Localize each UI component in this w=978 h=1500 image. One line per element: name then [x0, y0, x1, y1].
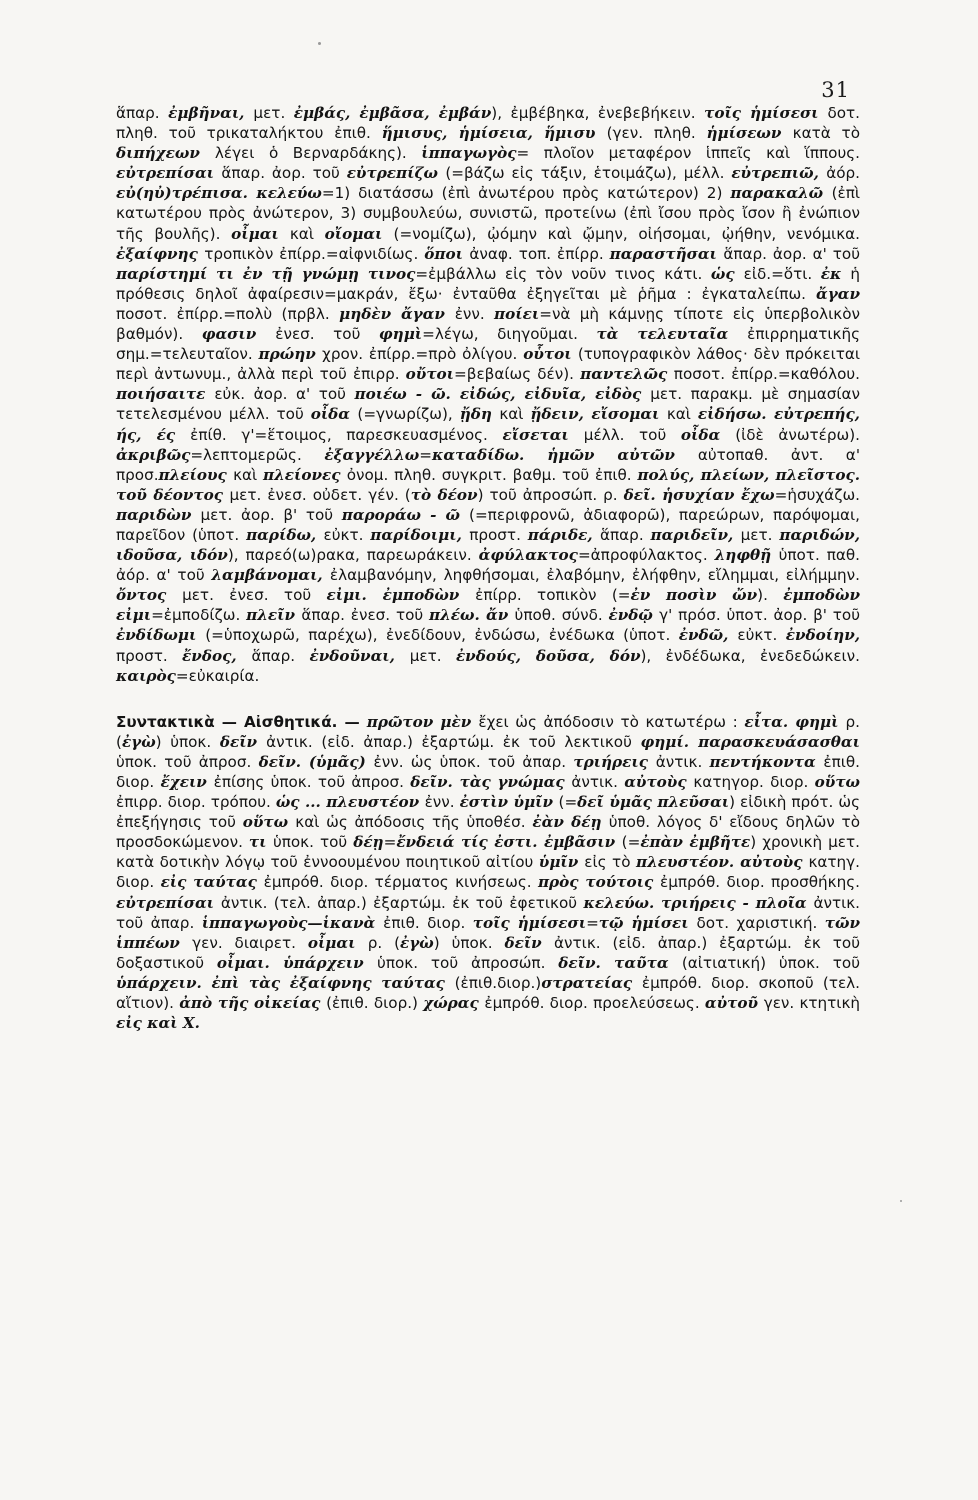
emphasized-term: παριδεῖν,	[650, 525, 741, 544]
plain-text-run: δοτ. πληθ. τοῦ τρικαταλήκτου ἐπιθ.	[116, 104, 860, 143]
plain-text-run: ἐμπρόθ. διορ. σκοποῦ (τελ. αἴτιον).	[116, 973, 860, 1013]
plain-text-run: ) χρονικὴ μετ. κατὰ δοτικὴν λόγῳ τοῦ ἐννοουμένου ποιητικοῦ αἰτίου	[116, 833, 860, 872]
plain-text-run: (=ὑποχωρῶ, παρέχω), ἐνεδίδουν, ἐνδώσω, ἐνέδωκα (ὑποτ.	[205, 626, 679, 645]
plain-text-run: ), παρεό(ω)ρακα, παρεωράκειν.	[227, 546, 479, 565]
emphasized-term: καταδίδω. ἡμῶν αὐτῶν	[432, 445, 698, 464]
plain-text-run: (γεν. πληθ.	[606, 124, 707, 143]
emphasized-term: ἀκριβῶς	[116, 445, 191, 464]
emphasized-term: ὅποι	[424, 244, 470, 263]
plain-text-run: προστ.	[469, 525, 528, 544]
emphasized-term: ἔνδος,	[182, 646, 252, 665]
plain-text-run: ἀόρ.	[826, 164, 860, 183]
emphasized-term: οἶμαι. ὑπάρχειν	[216, 953, 378, 972]
plain-text-run: ὑποκ. τοῦ ἀπροσ.	[116, 752, 259, 771]
emphasized-term: πολύς, πλείων, πλεῖστος. τοῦ δέοντος	[116, 465, 860, 504]
plain-text-run: καὶ	[666, 405, 698, 424]
emphasized-term: αὐτοῦ	[704, 994, 764, 1013]
plain-text-run: =	[586, 913, 599, 932]
emphasized-term: παροράω - ῶ	[341, 505, 470, 524]
plain-text-run: ὀνομ. πληθ. συγκριτ. βαθμ. τοῦ ἐπιθ.	[346, 465, 638, 484]
emphasized-term: τῶν ἱππέων	[116, 913, 860, 952]
emphasized-term: οὕτω	[242, 813, 296, 832]
plain-text-run: ), ἐμβέβηκα, ἐνεβεβήκειν.	[491, 104, 705, 122]
plain-text-run: μετ. ἐνεσ. τοῦ	[182, 586, 327, 605]
plain-text-run: ὑποτ. παθ. ἀόρ. α' τοῦ	[116, 546, 860, 585]
emphasized-term: X.	[182, 1014, 200, 1033]
emphasized-term: πλείους	[158, 465, 234, 484]
plain-text-run: (=γνωρίζω),	[357, 405, 460, 424]
emphasized-term: ἡμίσεων	[706, 124, 793, 143]
emphasized-term: ποιέω - ῶ. εἰδώς, εἰδυῖα, εἰδὸς	[354, 385, 651, 404]
emphasized-term: οὕτω	[814, 773, 861, 791]
plain-text-run: ἐνεσ. τοῦ	[275, 325, 379, 344]
plain-text-run: =λεπτομερῶς.	[190, 445, 325, 464]
plain-text-run: ἐνν.	[454, 304, 495, 323]
plain-text-run: ) εἰδικὴ πρότ. ὡς ἐπεξήγησις τοῦ	[116, 793, 860, 832]
plain-text-run: (=περιφρονῶ, ἀδιαφορῶ), παρεώρων, παρόψομαι, παρεῖδον (ὑποτ.	[116, 505, 860, 544]
plain-text-run: ὑποκ. τοῦ ἀπροσώπ.	[377, 953, 559, 972]
emphasized-term: αὐτοὺς	[624, 773, 694, 791]
emphasized-term: εὐτρεπίσαι	[116, 164, 222, 183]
plain-text-run: ἐπίθ. γ'=ἕτοιμος, παρεσκευασμένος.	[190, 425, 503, 444]
emphasized-term: πάριδε,	[527, 525, 601, 544]
plain-text-run: (=	[621, 833, 641, 852]
plain-text-run: ἅπαρ.	[600, 525, 651, 544]
emphasized-term: παντελῶς	[580, 365, 674, 384]
emphasized-term: ποιήσαιτε	[116, 385, 215, 404]
plain-text-run: ὑποθ. σύνδ.	[514, 606, 609, 625]
emphasized-term: πεντήκοντα	[709, 752, 824, 771]
emphasized-term: πλείονες	[262, 465, 347, 484]
emphasized-term: ὡς ... πλευστέον	[275, 793, 425, 812]
plain-text-run: ) τοῦ ἀπροσώπ. ρ.	[477, 485, 624, 504]
emphasized-term: παρίδοιμι,	[370, 525, 470, 544]
plain-text-run: ρ. (	[116, 712, 861, 751]
page-number: 31	[821, 78, 850, 102]
emphasized-term: εἰδήσω. εὐτρεπής, ής, ές	[116, 405, 860, 444]
emphasized-term: δεῖν. τὰς γνώμας	[410, 773, 572, 791]
plain-text-run: ).	[757, 586, 784, 605]
emphasized-term: παρίστημί τι ἐν τῇ γνώμῃ τινος	[116, 264, 416, 283]
emphasized-term: παριδὼν	[116, 505, 201, 524]
emphasized-term: παραστῆσαι	[609, 244, 724, 263]
plain-text-run: εὐκτ.	[737, 626, 786, 645]
emphasized-term: εἶτα. φημὶ	[744, 712, 846, 731]
emphasized-term: εὐ(ηὐ)τρέπισα. κελεύω	[116, 184, 322, 203]
emphasized-term: ἀφύλακτος	[478, 546, 578, 565]
emphasized-term: ὑμῖν	[538, 853, 585, 872]
plain-text-run: ἅπαρ.	[116, 104, 169, 122]
plain-text-run: κατὰ τὸ	[792, 124, 860, 143]
emphasized-term: ἐνδίδωμι	[116, 626, 206, 645]
plain-text-run: ἀντικ. (εἰδ. ἀπαρ.) ἐξαρτώμ. ἐκ τοῦ δοξαστικοῦ	[116, 933, 860, 972]
emphasized-term: εὐτρεπίσαι	[116, 893, 221, 912]
plain-text-run: προστ.	[116, 646, 183, 665]
plain-text-run: ) ὑποκ.	[155, 732, 220, 751]
paper-speck	[900, 1200, 902, 1202]
emphasized-term: χώρας	[423, 994, 485, 1013]
emphasized-term: δεῖν	[504, 933, 555, 952]
emphasized-term: μηδὲν ἄγαν	[339, 304, 455, 323]
emphasized-term: φημὶ	[378, 325, 423, 344]
emphasized-term: ἐπὰν ἐμβῆτε	[640, 833, 751, 852]
emphasized-term: τριήρεις	[573, 752, 656, 771]
plain-text-run: (αἰτιατική) ὑποκ. τοῦ	[681, 953, 860, 972]
plain-text-run: ἐπίρρ. τοπικὸν (=	[475, 586, 631, 605]
emphasized-term: ἥμισυς, ἡμίσεια, ἥμισυ	[381, 124, 607, 143]
emphasized-term: τὸ δέον	[410, 485, 478, 504]
emphasized-term: οἶμαι	[307, 933, 368, 952]
plain-text-run: εὐκτ.	[323, 525, 371, 544]
plain-text-run: =ἡσυχάζω.	[774, 485, 860, 504]
plain-text-run: ) ὑποκ.	[433, 933, 505, 952]
emphasized-term: πλεῖν	[246, 606, 302, 625]
plain-text-run: (ἐπιθ.διορ.)	[454, 973, 542, 992]
emphasized-term: ἐξαίφνης	[116, 244, 205, 263]
plain-text-run: ἐνν.	[424, 793, 460, 812]
emphasized-term: ἱππαγωγὸς	[421, 144, 517, 163]
emphasized-term: πλέω. ἄν	[429, 606, 515, 625]
emphasized-term: πρώην	[258, 345, 323, 364]
vocabulary-paragraph	[116, 103, 860, 686]
emphasized-term: ἐνδῶ,	[678, 626, 738, 645]
plain-text-run: ἐπιρρ. διορ. τρόπου.	[116, 793, 276, 812]
plain-text-run: (τυπογραφικὸν λάθος· δὲν πρόκειται περὶ ἀντωνυμ., ἀλλὰ περὶ τοῦ ἐπιρρ.	[116, 345, 861, 384]
plain-text-run: ἅπαρ. ἐνεσ. τοῦ	[301, 606, 429, 625]
emphasized-term: παριδών, ιδοῦσα, ιδόν	[116, 525, 860, 565]
plain-text-run: =ἐμβάλλω εἰς τὸν νοῦν τινος κάτι.	[415, 264, 711, 283]
emphasized-term: ὑπάρχειν. ἐπὶ τὰς ἐξαίφνης ταύτας	[116, 973, 455, 992]
plain-text-run: αὐτοπαθ. ἀντ. α' προσ.	[116, 445, 860, 484]
emphasized-term: παρακαλῶ	[730, 184, 832, 203]
plain-text-run: =λέγω, διηγοῦμαι.	[422, 325, 597, 344]
emphasized-term: ἔχειν	[160, 773, 214, 791]
plain-text-run: ὑποκ. τοῦ	[272, 833, 354, 852]
emphasized-term: εὐτρεπίζω	[346, 164, 446, 183]
plain-text-run: (=	[558, 793, 578, 812]
emphasized-term: οἶδα	[310, 405, 358, 424]
paper-speck	[318, 42, 321, 45]
emphasized-term: φασιν	[201, 325, 276, 344]
plain-text-run: (=νομίζω), ᾠόμην καὶ ᾤμην, οἰήσομαι, ᾠήθην, νενόμικα.	[393, 224, 860, 243]
page-text-body	[116, 103, 860, 1033]
emphasized-term: παρίδω,	[246, 525, 324, 544]
emphasized-term: τοῖς ἡμίσεσι	[704, 104, 828, 122]
plain-text-run: ἐμπρόθ. διορ. προελεύσεως.	[484, 994, 705, 1013]
plain-text-run: καὶ	[499, 405, 531, 424]
plain-text-run: ἅπαρ. ἀορ. τοῦ	[221, 164, 347, 183]
emphasized-term: ἐνδοῦναι,	[309, 646, 410, 665]
section-heading: Συντακτικὰ — Αἰσθητικά. —	[116, 712, 367, 731]
plain-text-run: ἔχει ὡς ἀπόδοσιν τὸ κατωτέρω :	[478, 712, 745, 731]
plain-text-run: μετ.	[253, 104, 294, 122]
emphasized-term: τῷ ἡμίσει	[598, 913, 697, 932]
plain-text-run: ἐμπρόθ. διορ. προσθήκης.	[660, 873, 860, 892]
plain-text-run: = πλοῖον μεταφέρον ἱππεῖς καὶ ἵππους.	[516, 144, 860, 163]
emphasized-term: οἶδα	[680, 425, 736, 444]
plain-text-run: =1) διατάσσω (ἐπὶ ἀνωτέρου πρὸς κατώτερον) 2)	[321, 184, 731, 203]
emphasized-term: αὶ	[158, 1014, 183, 1033]
plain-text-run: ἡ πρόθεσις δηλοῖ ἀφαίρεσιν=μακράν, ἔξω· ἐνταῦθα ἐξηγεῖται μὲ ῥῆμα : ἐγκαταλείπω.	[116, 264, 861, 303]
plain-text-run: (=βάζω εἰς τάξιν, ἑτοιμάζω), μέλλ.	[445, 164, 732, 183]
emphasized-term: ἐμβῆναι,	[168, 104, 254, 122]
emphasized-term: ἐν ποσὶν ὤν	[630, 586, 758, 605]
emphasized-term: εἰς ταύτας	[160, 873, 264, 892]
emphasized-term: πρῶτον μὲν	[366, 712, 479, 731]
plain-text-run: =βεβαίως δέν).	[454, 365, 581, 384]
emphasized-term: εἴσεται	[502, 425, 584, 444]
emphasized-term: ὡς	[710, 264, 744, 283]
plain-text-run: εἰδ.=ὅτι.	[743, 264, 821, 283]
plain-text-run: (ἐπὶ κατωτέρου πρὸς ἀνώτερον, 3) συμβουλεύω, συνιστῶ, προτείνω (ἐπὶ ἴσου πρὸς ἴσον ἢ ἐνώπιον τῆς βουλῆς).	[116, 184, 860, 243]
plain-text-run: ἀντικ. (εἰδ. ἀπαρ.) ἐξαρτώμ. ἐκ τοῦ λεκτικοῦ	[266, 732, 641, 751]
emphasized-term: ἄγαν	[816, 284, 860, 303]
emphasized-term: ἐμποδὼν εἰμι	[116, 586, 860, 625]
plain-text-run: μέλλ. τοῦ	[583, 425, 681, 444]
emphasized-term: δεῖν. (ὑμᾶς)	[258, 752, 374, 771]
emphasized-term: δέῃ	[353, 833, 384, 852]
plain-text-run: καὶ ὡς ἀπόδοσις τῆς ὑποθέσ.	[295, 813, 533, 832]
emphasized-term: ἐστὶν ὑμῖν	[459, 793, 559, 812]
plain-text-run: γ' πρόσ. ὑποτ. ἀορ. β' τοῦ	[659, 606, 861, 625]
plain-text-run: ἐπιθ. διορ.	[383, 913, 473, 932]
emphasized-term: ἔνδειά τίς ἐστι. ἐμβᾶσιν	[396, 833, 622, 852]
emphasized-term: ἐὰν δέῃ	[532, 813, 609, 832]
emphasized-term: ἐγὼ	[400, 933, 434, 952]
plain-text-run: =	[383, 833, 397, 852]
plain-text-run: ρ. (	[367, 933, 401, 952]
plain-text-run: λέγει ὁ Βερναρδάκης).	[214, 144, 422, 163]
emphasized-term: τοῖς ἡμίσεσι	[472, 913, 587, 932]
emphasized-term: ἐκ	[820, 264, 851, 283]
emphasized-term: διπήχεων	[116, 144, 215, 163]
plain-text-run: =ἐμποδίζω.	[151, 606, 247, 625]
plain-text-run: ἐπιθ. διορ.	[116, 752, 861, 791]
plain-text-run: ἐπιρρηματικῆς σημ.=τελευταῖον.	[116, 325, 861, 364]
emphasized-term: ἐνδῷ	[608, 606, 660, 625]
plain-text-run: ἅπαρ. ἀορ. α' τοῦ	[723, 244, 860, 263]
plain-text-run: =εὐκαιρία.	[175, 666, 260, 685]
emphasized-term: λαμβάνομαι,	[211, 566, 330, 585]
plain-text-run: =	[419, 445, 433, 464]
plain-text-run: =ἀπροφύλακτος.	[577, 546, 715, 565]
emphasized-term: ᾔδειν, εἴσομαι	[530, 405, 667, 424]
plain-text-run: ποσοτ. ἐπίρρ.=πολὺ (πρβλ.	[116, 304, 340, 323]
plain-text-run: μετ. ἐνεσ. οὐδετ. γέν. (	[229, 485, 411, 504]
plain-text-run: τροπικὸν ἐπίρρ.=αἰφνιδίως.	[204, 244, 425, 263]
emphasized-term: στρατείας	[541, 973, 642, 992]
emphasized-term: εἰς	[116, 1014, 148, 1033]
plain-text-run: μετ.	[740, 525, 780, 544]
plain-text-run: καὶ	[289, 224, 325, 243]
plain-text-run: χρον. ἐπίρρ.=πρὸ ὀλίγου.	[322, 345, 524, 364]
emphasized-term: ὄντος	[116, 586, 183, 605]
plain-text-run: κατηγορ. διορ.	[693, 773, 815, 791]
plain-text-run: ὑποθ. λόγος δ' εἴδους δηλῶν τὸ προσδοκώμενον.	[116, 813, 860, 852]
emphasized-term: δεῖν	[219, 732, 267, 751]
plain-text-run: εὐκ. ἀορ. α' τοῦ	[214, 385, 355, 404]
plain-text-run: ἐμπρόθ. διορ. τέρματος κινήσεως.	[263, 873, 538, 892]
emphasized-term: ἐγὼ	[121, 732, 156, 751]
emphasized-term: ἱππαγωγοὺς—ἱκανὰ	[201, 913, 384, 932]
plain-text-run: (ἐπιθ. διορ.)	[326, 994, 424, 1013]
plain-text-run: ἀντικ.	[571, 773, 625, 791]
emphasized-term: ἐξαγγέλλω	[324, 445, 420, 464]
emphasized-term: δεῖν. ταῦτα	[558, 953, 682, 972]
emphasized-term: εἰμι. ἐμποδὼν	[326, 586, 476, 605]
emphasized-term: κ	[147, 1014, 159, 1033]
plain-text-run: (ἰδὲ ἀνωτέρω).	[735, 425, 861, 444]
plain-text-run: ποσοτ. ἐπίρρ.=καθόλου.	[673, 365, 860, 384]
emphasized-term: κελεύω. τριήρεις - πλοῖα	[583, 893, 814, 912]
plain-text-run: ἀναφ. τοπ. ἐπίρρ.	[469, 244, 610, 263]
plain-text-run: γεν. διαιρετ.	[192, 933, 308, 952]
emphasized-term: οὗτοι	[523, 345, 578, 364]
emphasized-term: πρὸς τούτοις	[537, 873, 661, 892]
emphasized-term: ἐνδούς, δοῦσα, δόν	[455, 646, 641, 665]
plain-text-run: ἐπίσης ὑποκ. τοῦ ἀπροσ.	[213, 773, 411, 791]
plain-text-run: μετ. ἀορ. β' τοῦ	[200, 505, 342, 524]
emphasized-term: τι	[248, 833, 273, 852]
emphasized-term: καιρὸς	[116, 666, 176, 685]
plain-text-run: =νὰ μὴ κάμνῃς τίποτε εἰς ὑπερβολικὸν βαθμόν).	[116, 304, 861, 344]
plain-text-run: καὶ	[233, 465, 263, 484]
plain-text-run: εἰς τὸ	[584, 853, 636, 872]
emphasized-term: πλευστέον. αὐτοὺς	[636, 853, 809, 872]
plain-text-run: ἅπαρ.	[251, 646, 310, 665]
syntax-aesthetics-paragraph	[116, 712, 860, 1034]
emphasized-term: ἀπὸ τῆς οἰκείας	[179, 994, 327, 1013]
emphasized-term: ἐνδοίην,	[785, 626, 861, 645]
emphasized-term: οὔτοι	[405, 365, 455, 384]
plain-text-run: ἀντικ. τοῦ ἀπαρ.	[116, 893, 861, 932]
plain-text-run: κατηγ. διορ.	[116, 853, 860, 892]
plain-text-run: ἀντικ. (τελ. ἀπαρ.) ἐξαρτώμ. ἐκ τοῦ ἐφετικοῦ	[220, 893, 584, 912]
plain-text-run: ἐνν. ὡς ὑποκ. τοῦ ἀπαρ.	[373, 752, 574, 771]
emphasized-term: τὰ τελευταῖα	[596, 325, 748, 344]
emphasized-term: φημί. παρασκευάσασθαι	[640, 732, 860, 751]
emphasized-term: ᾔδη	[459, 405, 500, 424]
emphasized-term: ληφθῇ	[714, 546, 779, 565]
emphasized-term: δεῖ. ἡσυχίαν ἔχω	[623, 485, 775, 504]
emphasized-term: ἐμβάς, ἐμβᾶσα, ἐμβάν	[293, 104, 492, 122]
plain-text-run: μετ.	[409, 646, 456, 665]
plain-text-run: γεν. κτητικὴ	[763, 994, 861, 1013]
emphasized-term: ποίει	[494, 304, 540, 323]
emphasized-term: δεῖ ὑμᾶς πλεῦσαι	[577, 793, 730, 812]
emphasized-term: εὐτρεπιῶ,	[731, 164, 827, 183]
plain-text-run: ), ἐνδέδωκα, ἐνεδεδώκειν.	[640, 646, 860, 665]
emphasized-term: οἶμαι	[231, 224, 290, 243]
plain-text-run: μετ. παρακμ. μὲ σημασίαν τετελεσμένου μέλλ. τοῦ	[116, 385, 860, 424]
plain-text-run: δοτ. χαριστική.	[696, 913, 825, 932]
emphasized-term: οἴομαι	[324, 224, 394, 243]
plain-text-run: ἐλαμβανόμην, ληφθήσομαι, ἐλαβόμην, ἐλήφθην, εἴλημμαι, εἰλήμμην.	[329, 566, 860, 585]
plain-text-run: ἀντικ.	[655, 752, 710, 771]
